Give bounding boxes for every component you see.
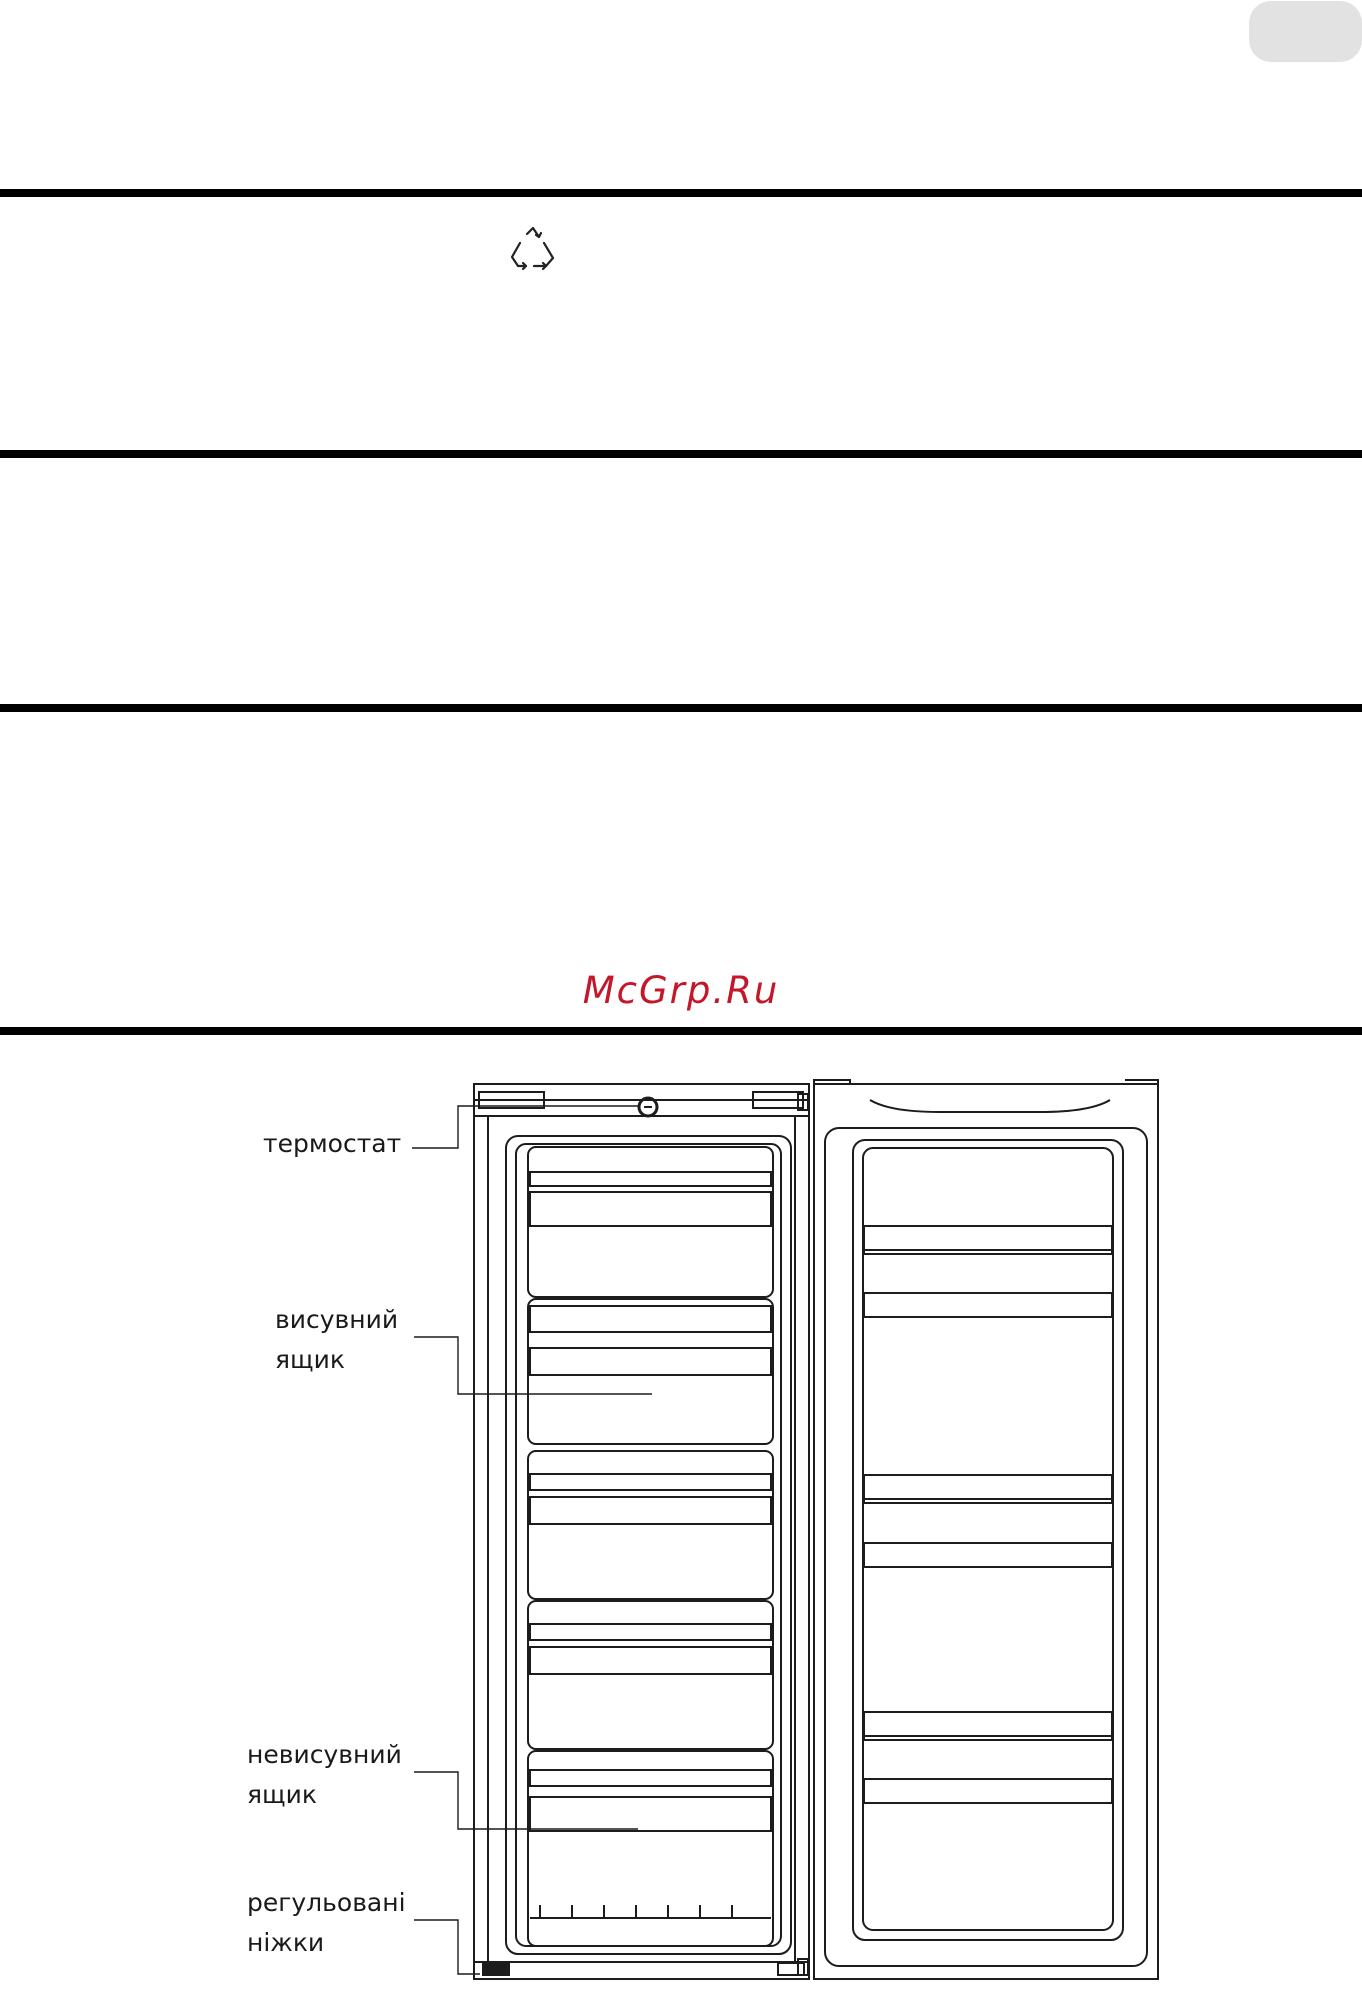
drawer-1 — [528, 1147, 773, 1297]
cabinet-body — [474, 1084, 809, 1979]
label-adjustable-feet-line2: ніжки — [247, 1928, 325, 1957]
drawer-3 — [528, 1451, 773, 1599]
label-removable-drawer-line1: висувний — [275, 1305, 399, 1334]
drawer-2 — [528, 1299, 773, 1444]
label-thermostat: термостат — [263, 1129, 402, 1158]
door — [814, 1080, 1158, 1979]
label-fixed-drawer-line1: невисувний — [247, 1740, 402, 1769]
drawer-4 — [528, 1601, 773, 1749]
door-shelf-1 — [864, 1226, 1112, 1317]
label-adjustable-feet-line1: регульовані — [247, 1888, 406, 1917]
door-shelf-2 — [864, 1475, 1112, 1567]
label-removable-drawer-line2: ящик — [275, 1345, 345, 1374]
door-shelf-3 — [864, 1712, 1112, 1803]
leader-lines — [412, 1106, 652, 1974]
label-fixed-drawer-line2: ящик — [247, 1780, 317, 1809]
drawer-5 — [528, 1751, 773, 1946]
watermark: McGrp.Ru — [582, 969, 780, 1012]
